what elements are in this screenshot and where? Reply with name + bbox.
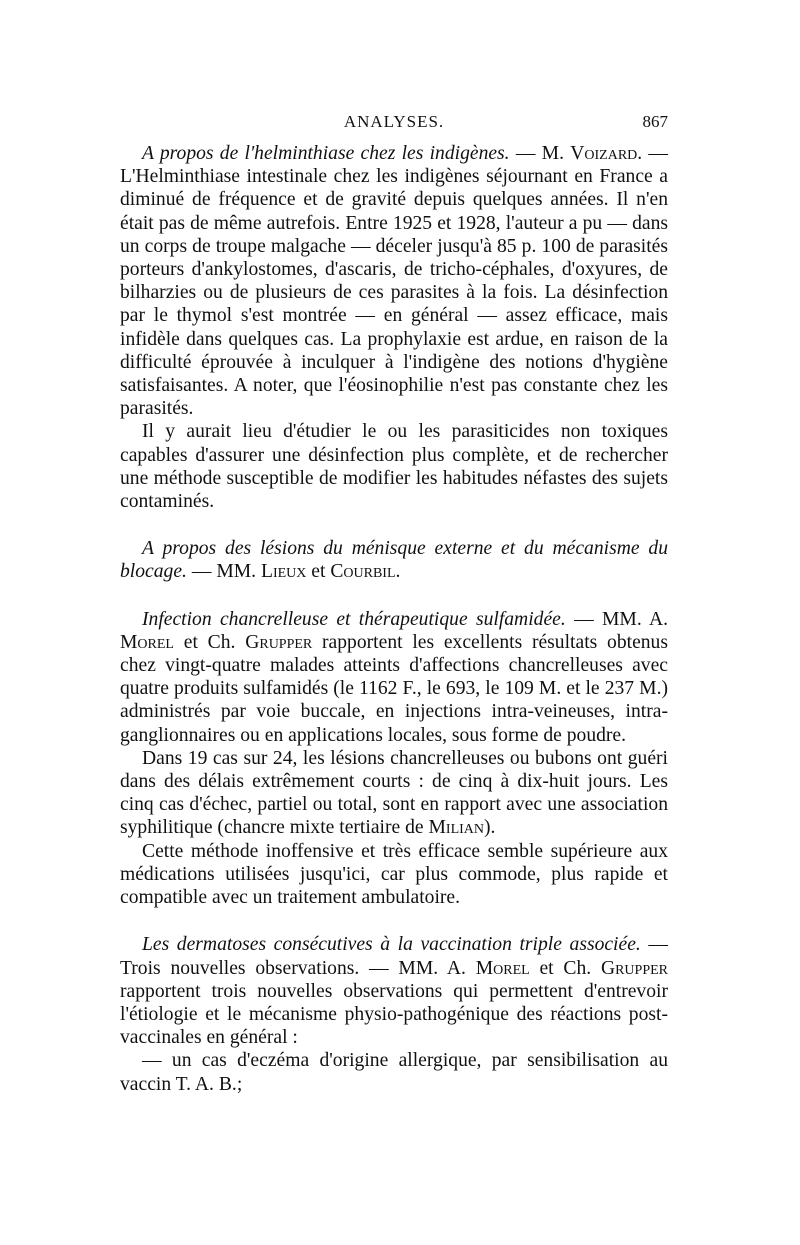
abstract-title: Infection chancrelleuse et thérapeutique sulfamidée.	[142, 608, 566, 630]
abstract-chancrelleuse: Infection chancrelleuse et thérapeutique sulfamidée. — MM. A. Morel et Ch. Grupper rapportent les excellents résultats obtenus chez vingt-quatre malades atteints d'affections chancrelleuses avec quatre produits sulfamidés (le 1162 F., le 693, le 109 M. et le 237 M.) administrés par voie buccale, en injections intra-veineuses, intra-ganglionnaires ou en applications locales, sous forme de poudre.	[120, 608, 669, 746]
author-name: Morel	[120, 631, 174, 653]
author-name: Lieux	[260, 561, 307, 583]
page-number: 867	[642, 112, 668, 131]
page	[120, 112, 668, 1096]
author-name: Morel	[475, 957, 530, 979]
author-name: Voizard	[570, 143, 638, 164]
list-item: — un cas d'eczéma d'origine allergique, par sensibilisation au vaccin T. A. B.;	[120, 1050, 668, 1095]
author-name: Grupper	[600, 957, 668, 979]
abstract-body: . — L'Helminthiase intestinale chez les indigènes séjournant en France a diminué de fréquence et de gravité depuis quelques années. Il n'en était pas de même autrefois. Entre 1925 et 1928, l'auteur a pu — dans un corps de troupe malgache — déceler jusqu'à 85 p. 100 de parasités porteurs d'ankylostomes, d'ascaris, de tricho-céphales, d'oxyures, de bilharzies ou de plusieurs de ces parasites à la fois. La désinfection par le thymol s'est montrée — en général — assez efficace, mais infidèle dans quelques cas. La prophylaxie est ardue, en raison de la difficulté éprouvée à inculquer à l'indigène des notions d'hygiène satisfaisantes. A noter, que l'éosinophilie n'est pas constante chez les parasités.	[120, 143, 669, 420]
abstract-paragraph: Cette méthode inoffensive et très efficace semble supérieure aux médications utilisées jusqu'ici, car plus commode, plus rapide et compatible avec un traitement ambulatoire.	[120, 840, 668, 909]
author-name: Milian	[428, 817, 485, 839]
abstract-dermatoses: Les dermatoses consécutives à la vaccination triple associée. — Trois nouvelles observations. — MM. A. Morel et Ch. Grupper rapportent trois nouvelles observations qui permettent d'entrevoir l'étiologie et le mécanisme physio-pathogénique des réactions post-vaccinales en général :	[120, 934, 668, 1049]
abstract-body: rapportent trois nouvelles observations qui permettent d'entrevoir l'étiologie et le mécanisme physio-pathogénique des réactions post-vaccinales en général :	[120, 980, 668, 1049]
abstract-title: A propos des lésions du ménisque externe et du mécanisme du blocage.	[120, 538, 668, 583]
author-name: Grupper	[245, 631, 313, 653]
abstract-paragraph: Dans 19 cas sur 24, les lésions chancrelleuses ou bubons ont guéri dans des délais extrêmement courts : de cinq à dix-huit jours. Les cinq cas d'échec, partiel ou total, sont en rapport avec une association syphilitique (chancre mixte tertiaire de Milian).	[120, 747, 668, 839]
running-head	[120, 112, 668, 142]
abstract-menisque: A propos des lésions du ménisque externe et du mécanisme du blocage. — MM. Lieux et Courbil.	[120, 538, 668, 583]
abstract-title: A propos de l'helminthiase chez les indigènes.	[142, 143, 510, 164]
running-title: ANALYSES.	[343, 112, 445, 131]
abstract-helminthiase: A propos de l'helminthiase chez les indigènes. — M. Voizard. — L'Helminthiase intestinale chez les indigènes séjournant en France a diminué de fréquence et de gravité depuis quelques années. Il n'en était pas de même autrefois. Entre 1925 et 1928, l'auteur a pu — dans un corps de troupe malgache — déceler jusqu'à 85 p. 100 de parasités porteurs d'ankylostomes, d'ascaris, de tricho-céphales, d'oxyures, de bilharzies ou de plusieurs de ces parasites à la fois. La désinfection par le thymol s'est montrée — en général — assez efficace, mais infidèle dans quelques cas. La prophylaxie est ardue, en raison de la difficulté éprouvée à inculquer à l'indigène des notions d'hygiène satisfaisantes. A noter, que l'éosinophilie n'est pas constante chez les parasités.	[120, 143, 669, 420]
abstract-paragraph: Il y aurait lieu d'étudier le ou les parasiticides non toxiques capables d'assurer une désinfection plus complète, et de rechercher une méthode susceptible de modifier les habitudes néfastes des sujets contaminés.	[120, 421, 668, 513]
abstract-body: rapportent les excellents résultats obtenus chez vingt-quatre malades atteints d'affections chancrelleuses avec quatre produits sulfamidés (le 1162 F., le 693, le 109 M. et le 237 M.) administrés par voie buccale, en injections intra-veineuses, intra-ganglionnaires ou en applications locales, sous forme de poudre.	[120, 631, 668, 746]
author-name: Courbil	[330, 561, 396, 583]
abstract-title: Les dermatoses consécutives à la vaccination triple associée.	[142, 934, 641, 956]
